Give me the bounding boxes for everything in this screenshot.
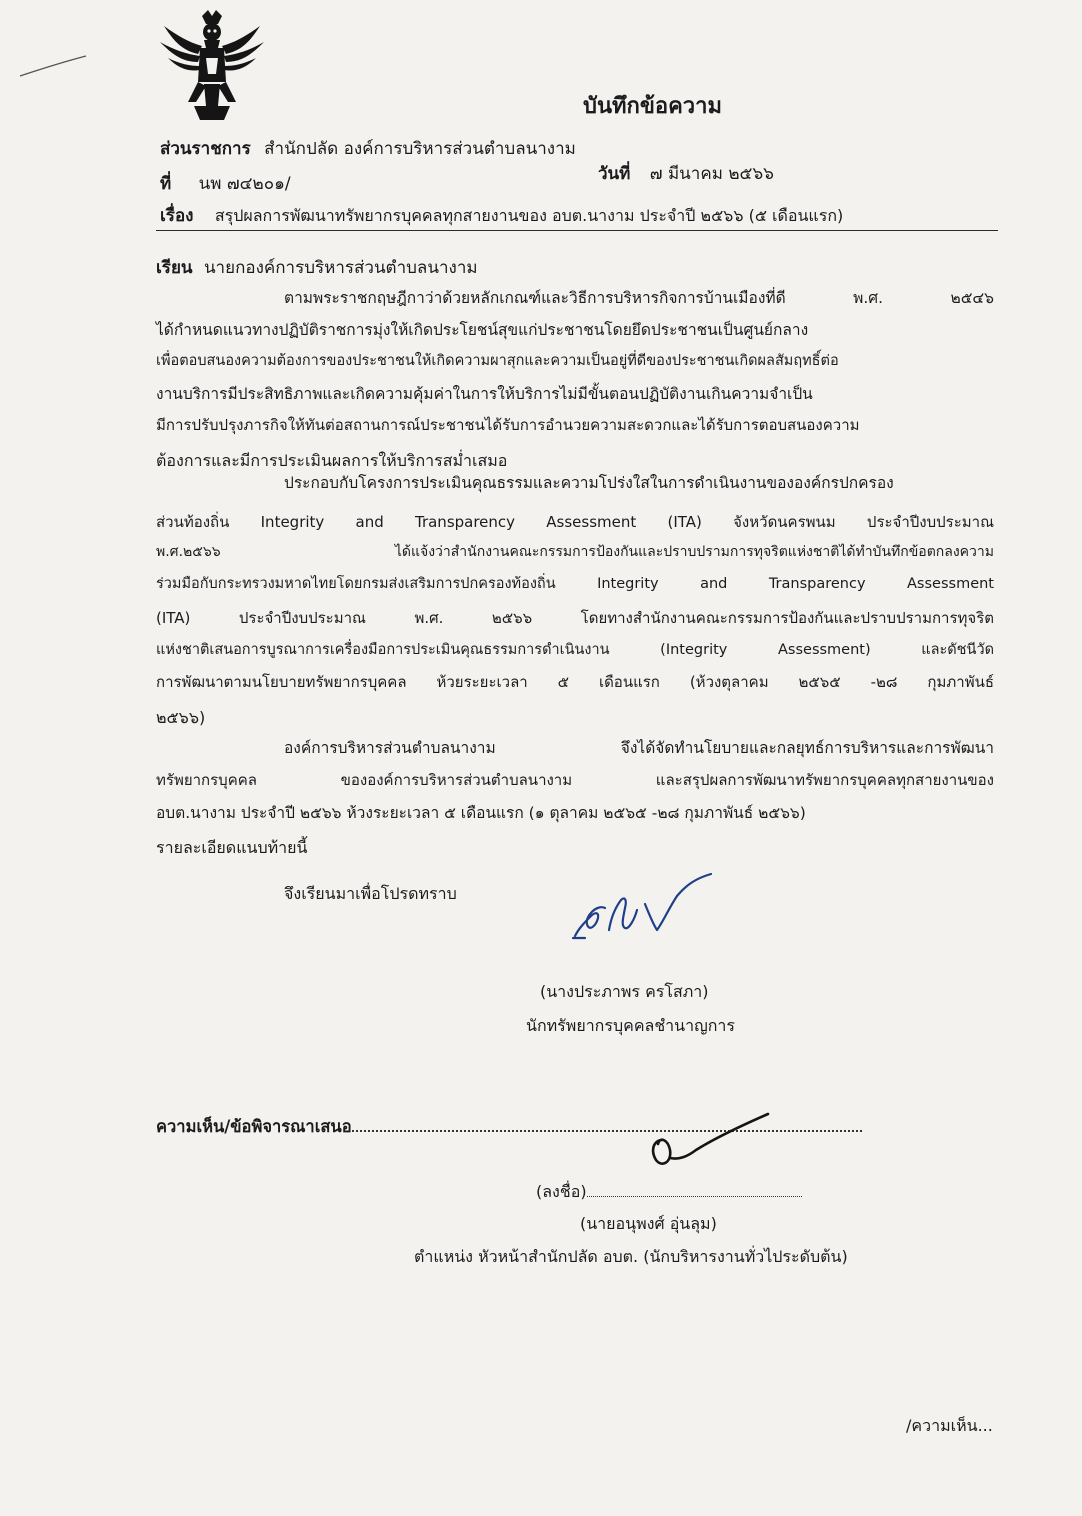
- signature-1: [565, 868, 715, 943]
- to-label: เรียน: [156, 258, 193, 278]
- paragraph-line: ได้กำหนดแนวทางปฏิบัติราชการมุ่งให้เกิดประโยชน์สุขแก่ประชาชนโดยยึดประชาชนเป็นศูนย์กลาง: [156, 321, 809, 339]
- paragraph-line: ๒๕๖๖): [156, 708, 206, 727]
- subject-value: สรุปผลการพัฒนาทรัพยากรบุคคลทุกสายงานของ อบต.นางาม ประจำปี ๒๕๖๖ (๕ เดือนแรก): [214, 206, 844, 225]
- pen-stroke-mark: [18, 52, 88, 82]
- date-row: [598, 160, 774, 187]
- garuda-emblem-icon: [158, 10, 266, 122]
- opinion-dotted-line: [352, 1129, 862, 1132]
- signer-1-position: นักทรัพยากรบุคคลชำนาญการ: [526, 1016, 735, 1035]
- continuation-note: /ความเห็น...: [906, 1416, 993, 1435]
- division-row: [160, 135, 576, 162]
- paragraph-line: แห่งชาติเสนอการบูรณาการเครื่องมือการประเมินคุณธรรมการดำเนินงาน (Integrity Assessment) และดัชนีวัด: [156, 642, 994, 658]
- signer-1-name: (นางประภาพร ครโสภา): [540, 982, 709, 1001]
- paragraph-line: อบต.นางาม ประจำปี ๒๕๖๖ ห้วงระยะเวลา ๕ เดือนแรก (๑ ตุลาคม ๒๕๖๕ -๒๘ กุมภาพันธ์ ๒๕๖๖): [156, 804, 806, 822]
- paragraph-line: รายละเอียดแนบท้ายนี้: [156, 838, 308, 857]
- subject-row: [160, 202, 843, 229]
- header-divider: [156, 230, 998, 231]
- ref-row: [160, 170, 291, 197]
- opinion-label: ความเห็น/ข้อพิจารณาเสนอ: [156, 1117, 352, 1136]
- paragraph-line: ประกอบกับโครงการประเมินคุณธรรมและความโปร่งใสในการดำเนินงานขององค์กรปกครอง: [284, 474, 894, 492]
- to-value: นายกองค์การบริหารส่วนตำบลนางาม: [203, 258, 478, 278]
- sign-row: [536, 1180, 802, 1205]
- paragraph-line: มีการปรับปรุงภารกิจให้ทันต่อสถานการณ์ประชาชนได้รับการอำนวยความสะดวกและได้รับการตอบสนองความ: [156, 416, 860, 434]
- division-value: สำนักปลัด องค์การบริหารส่วนตำบลนางาม: [264, 139, 576, 159]
- paragraph-line: ตามพระราชกฤษฎีกาว่าด้วยหลักเกณฑ์และวิธีการบริหารกิจการบ้านเมืองที่ดี พ.ศ. ๒๕๔๖: [284, 289, 994, 307]
- to-row: [156, 254, 478, 281]
- paragraph-line: องค์การบริหารส่วนตำบลนางาม จึงได้จัดทำนโยบายและกลยุทธ์การบริหารและการพัฒนา: [284, 739, 994, 757]
- paragraph-line: (ITA) ประจำปีงบประมาณ พ.ศ. ๒๕๖๖ โดยทางสำนักงานคณะกรรมการป้องกันและปราบปรามการทุจริต: [156, 609, 994, 627]
- paragraph-line: ร่วมมือกับกระทรวงมหาดไทยโดยกรมส่งเสริมการปกครองท้องถิ่น Integrity and Transparency Assessment: [156, 576, 994, 592]
- sign-dotted-line: [587, 1195, 802, 1197]
- signer-2-position: ตำแหน่ง หัวหน้าสำนักปลัด อบต. (นักบริหารงานทั่วไประดับต้น): [414, 1247, 848, 1266]
- paragraph-line: การพัฒนาตามนโยบายทรัพยากรบุคคล ห้วยระยะเวลา ๕ เดือนแรก (ห้วงตุลาคม ๒๕๖๕ -๒๘ กุมภาพันธ์: [156, 673, 994, 691]
- signature-2: [640, 1110, 775, 1170]
- ref-value: นพ ๗๔๒๐๑/: [198, 174, 291, 194]
- signer-2-name: (นายอนุพงศ์ อุ่นลุม): [580, 1214, 717, 1233]
- ref-label: ที่: [160, 174, 172, 194]
- paragraph-line: เพื่อตอบสนองความต้องการของประชาชนให้เกิดความผาสุกและความเป็นอยู่ที่ดีของประชาชนเกิดผลสัมฤทธิ์ต่อ: [156, 353, 839, 369]
- date-label: วันที่: [598, 164, 631, 184]
- closing-line: จึงเรียนมาเพื่อโปรดทราบ: [284, 884, 457, 903]
- sign-label: (ลงชื่อ): [536, 1182, 587, 1201]
- paragraph-line: งานบริการมีประสิทธิภาพและเกิดความคุ้มค่าในการให้บริการไม่มีขั้นตอนปฏิบัติงานเกินความจำเป็น: [156, 385, 813, 403]
- date-value: ๗ มีนาคม ๒๕๖๖: [649, 164, 774, 184]
- memo-title: บันทึกข้อความ: [583, 94, 723, 119]
- paragraph-line: พ.ศ.๒๕๖๖ ได้แจ้งว่าสำนักงานคณะกรรมการป้องกันและปราบปรามการทุจริตแห่งชาติได้ทำบันทึกข้อตกลงความ: [156, 544, 994, 560]
- paragraph-line: ต้องการและมีการประเมินผลการให้บริการสม่ำเสมอ: [156, 451, 508, 470]
- division-label: ส่วนราชการ: [160, 139, 251, 159]
- paragraph-line: ส่วนท้องถิ่น Integrity and Transparency Assessment (ITA) จังหวัดนครพนม ประจำปีงบประมาณ: [156, 513, 994, 531]
- paragraph-line: ทรัพยากรบุคคล ขององค์การบริหารส่วนตำบลนางาม และสรุปผลการพัฒนาทรัพยากรบุคคลทุกสายงานของ: [156, 771, 994, 789]
- subject-label: เรื่อง: [160, 206, 194, 226]
